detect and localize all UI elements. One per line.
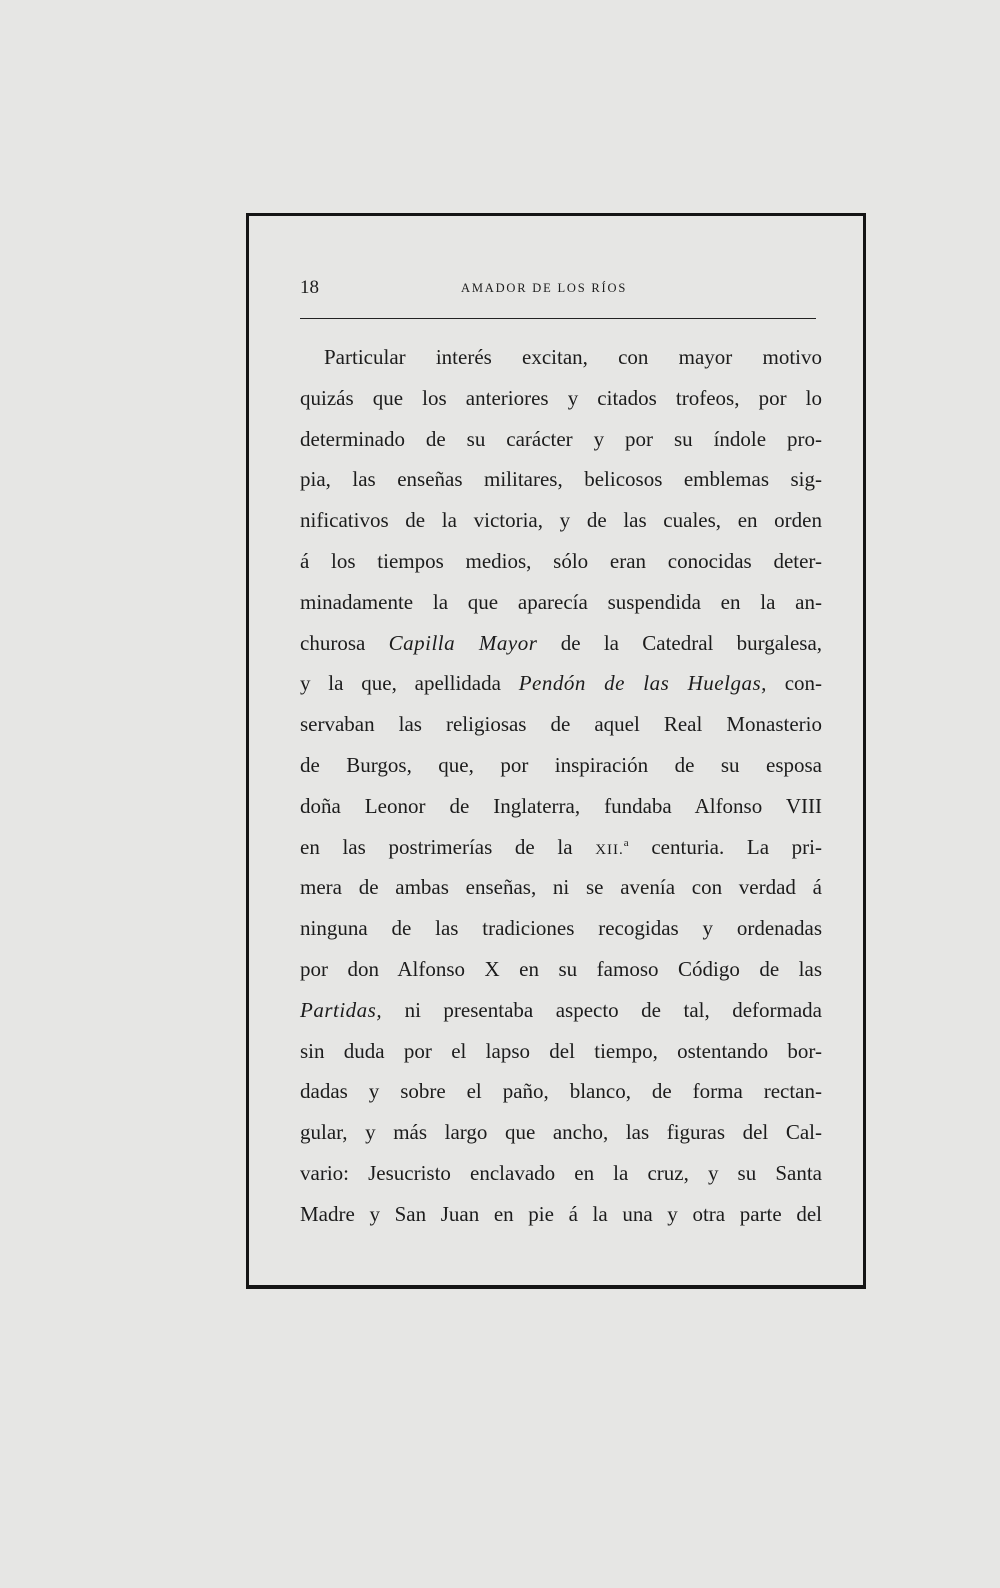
header-rule bbox=[300, 318, 816, 319]
text-line: gular, y más largo que ancho, las figuras del Cal- bbox=[300, 1120, 822, 1145]
text-fragment: y la que, apellidada bbox=[300, 671, 501, 696]
text-line: quizás que los anteriores y citados trofeos, por lo bbox=[300, 385, 822, 410]
text-line: minadamente la que aparecía suspendida en la an- bbox=[300, 589, 822, 614]
italic-title: Partidas, bbox=[300, 997, 383, 1022]
text-line: Madre y San Juan en pie á la una y otra parte del bbox=[300, 1201, 822, 1226]
text-line bbox=[300, 990, 822, 1031]
text-fragment: churosa bbox=[300, 630, 366, 655]
text-fragment: centuria. La pri- bbox=[651, 834, 822, 859]
text-line: á los tiempos medios, sólo eran conocidas deter- bbox=[300, 548, 822, 573]
text-line: determinado de su carácter y por su índole pro- bbox=[300, 426, 822, 451]
text-line: doña Leonor de Inglaterra, fundaba Alfonso VIII bbox=[300, 793, 822, 818]
body-text bbox=[300, 337, 822, 1235]
italic-title: Pendón de las Huelgas, bbox=[518, 671, 767, 696]
text-line bbox=[300, 663, 822, 704]
text-line bbox=[300, 623, 822, 664]
text-line: sin duda por el lapso del tiempo, ostentando bor- bbox=[300, 1038, 822, 1063]
text-line: servaban las religiosas de aquel Real Monasterio bbox=[300, 712, 822, 737]
text-line: pia, las enseñas militares, belicosos emblemas sig- bbox=[300, 467, 822, 492]
text-line: vario: Jesucristo enclavado en la cruz, y su Santa bbox=[300, 1160, 822, 1185]
text-line: de Burgos, que, por inspiración de su esposa bbox=[300, 752, 822, 777]
text-line: mera de ambas enseñas, ni se avenía con verdad á bbox=[300, 875, 822, 900]
text-line: dadas y sobre el paño, blanco, de forma rectan- bbox=[300, 1079, 822, 1104]
italic-title: Capilla Mayor bbox=[388, 630, 538, 655]
running-title: AMADOR DE LOS RÍOS bbox=[461, 281, 628, 295]
text-line bbox=[300, 827, 822, 868]
running-header bbox=[300, 276, 816, 300]
text-fragment: con- bbox=[784, 671, 823, 696]
text-fragment: en las postrimerías de la bbox=[300, 834, 573, 859]
century-numeral: XII. bbox=[595, 841, 624, 858]
text-line: Particular interés excitan, con mayor motivo bbox=[324, 345, 822, 369]
ordinal-superscript: a bbox=[623, 836, 629, 849]
text-line: por don Alfonso X en su famoso Código de las bbox=[300, 956, 822, 981]
text-line: ninguna de las tradiciones recogidas y ordenadas bbox=[300, 916, 822, 941]
text-fragment: de la Catedral burgalesa, bbox=[560, 630, 823, 655]
text-fragment: ni presentaba aspecto de tal, deformada bbox=[404, 997, 822, 1022]
page-number: 18 bbox=[300, 277, 319, 298]
text-line: nificativos de la victoria, y de las cuales, en orden bbox=[300, 508, 822, 533]
